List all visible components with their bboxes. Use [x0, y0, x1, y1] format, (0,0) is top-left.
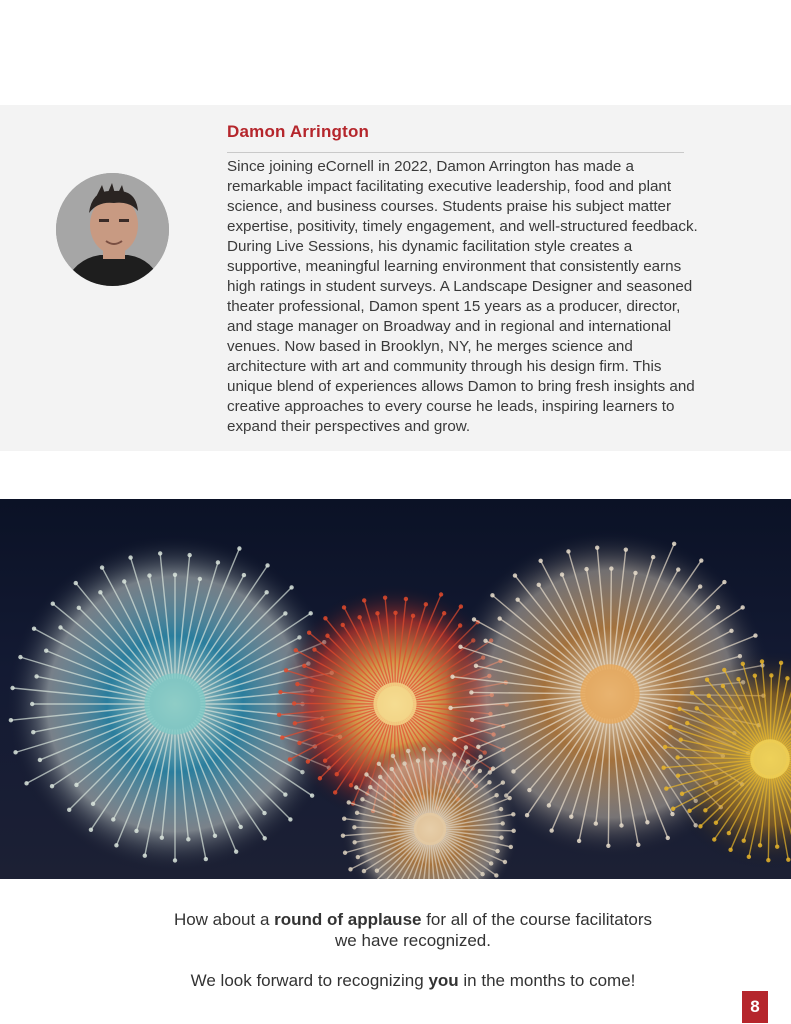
name-divider	[227, 152, 684, 153]
fireworks-banner	[0, 499, 791, 879]
facilitator-bio: Since joining eCornell in 2022, Damon Arrington has made a remarkable impact facilitating executive leadership, food and plant science, and business courses. Students praise his subject matter expertise, positivity, timely engagement, and well-structured feedback. During Live Sessions, his dynamic facilitation style creates a supportive, meaningful learning environment that consistently earns high ratings in student surveys. A Landscape Designer and seasoned theater professional, Damon spent 15 years as a producer, director, and stage manager on Broadway and in regional and international venues. Now based in Brooklyn, NY, he merges science and architecture with art and community through his design firm. This unique blend of experiences allows Damon to bring fresh insights and creative approaches to every course he leads, inspiring learners to expand their perspectives and grow.	[227, 158, 698, 435]
recognized-line: we have recognized.	[335, 931, 491, 950]
facilitator-photo	[56, 173, 169, 286]
applause-emphasis: round of applause	[274, 910, 422, 929]
closing-message	[0, 909, 791, 991]
future-line: We look forward to recognizing you in the months to come!	[190, 971, 636, 990]
you-emphasis: you	[428, 971, 459, 990]
applause-line: How about a round of applause for all of the course facilitators	[173, 910, 653, 929]
facilitator-name: Damon Arrington	[227, 122, 370, 141]
page-number-badge: 8	[742, 991, 768, 1023]
